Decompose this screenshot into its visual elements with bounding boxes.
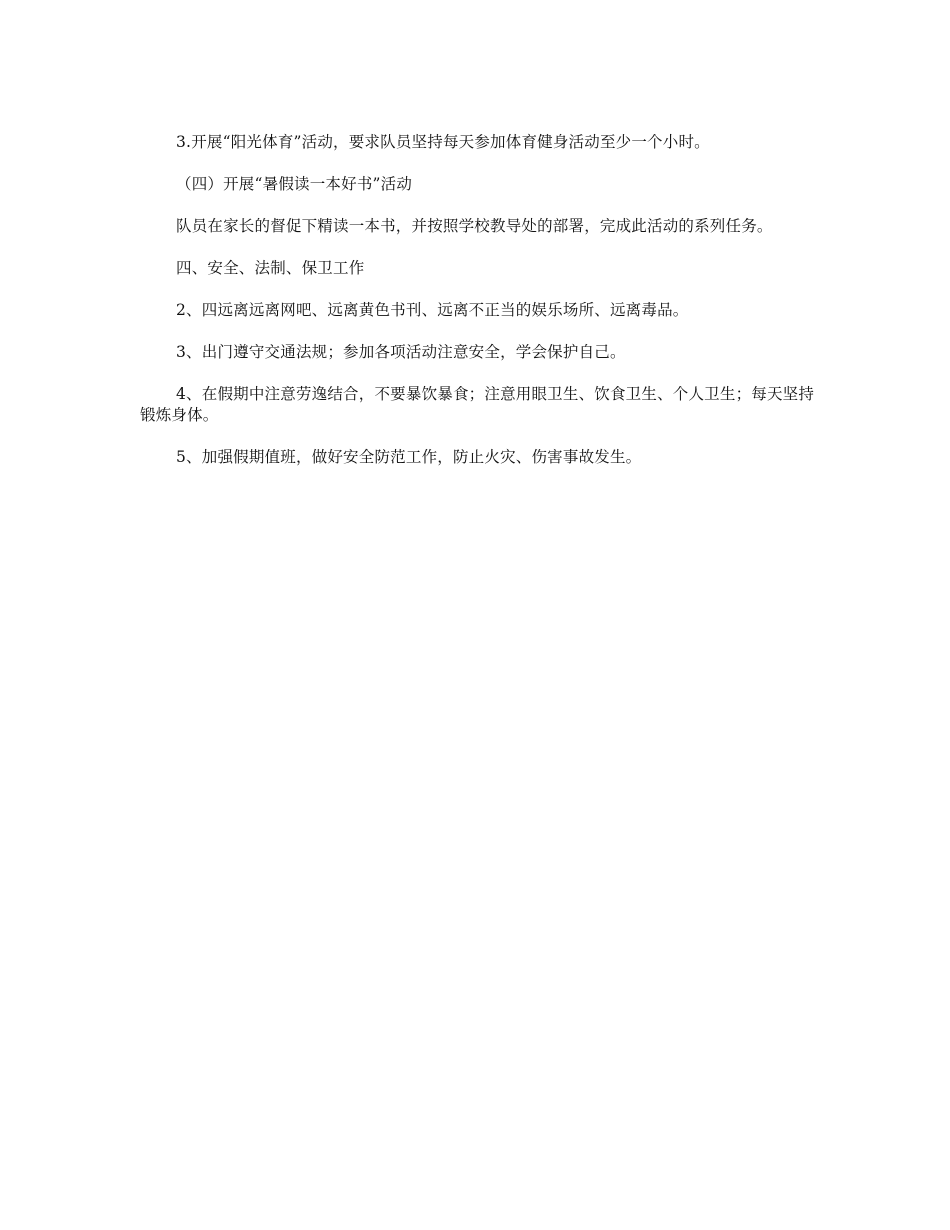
paragraph-reading-task: 队员在家长的督促下精读一本书，并按照学校教导处的部署，完成此活动的系列任务。 [176, 217, 773, 235]
paragraph-health: 4、在假期中注意劳逸结合，不要暴饮暴食；注意用眼卫生、饮食卫生、个人卫生；每天坚持锻炼身体。 [140, 385, 815, 424]
paragraph-four-avoid: 2、四远离远离网吧、远离黄色书刊、远离不正当的娱乐场所、远离毒品。 [176, 301, 689, 319]
paragraph-duty: 5、加强假期值班，做好安全防范工作，防止火灾、伤害事故发生。 [176, 448, 642, 466]
paragraph-traffic-safety: 3、出门遵守交通法规；参加各项活动注意安全，学会保护自己。 [176, 343, 626, 361]
paragraph-sunshine-sports: 3.开展“阳光体育”活动，要求队员坚持每天参加体育健身活动至少一个小时。 [176, 133, 710, 151]
document-body [140, 132, 820, 489]
section-heading-safety: 四、安全、法制、保卫工作 [176, 259, 365, 277]
section-heading-reading-activity: （四）开展“暑假读一本好书”活动 [176, 175, 413, 193]
